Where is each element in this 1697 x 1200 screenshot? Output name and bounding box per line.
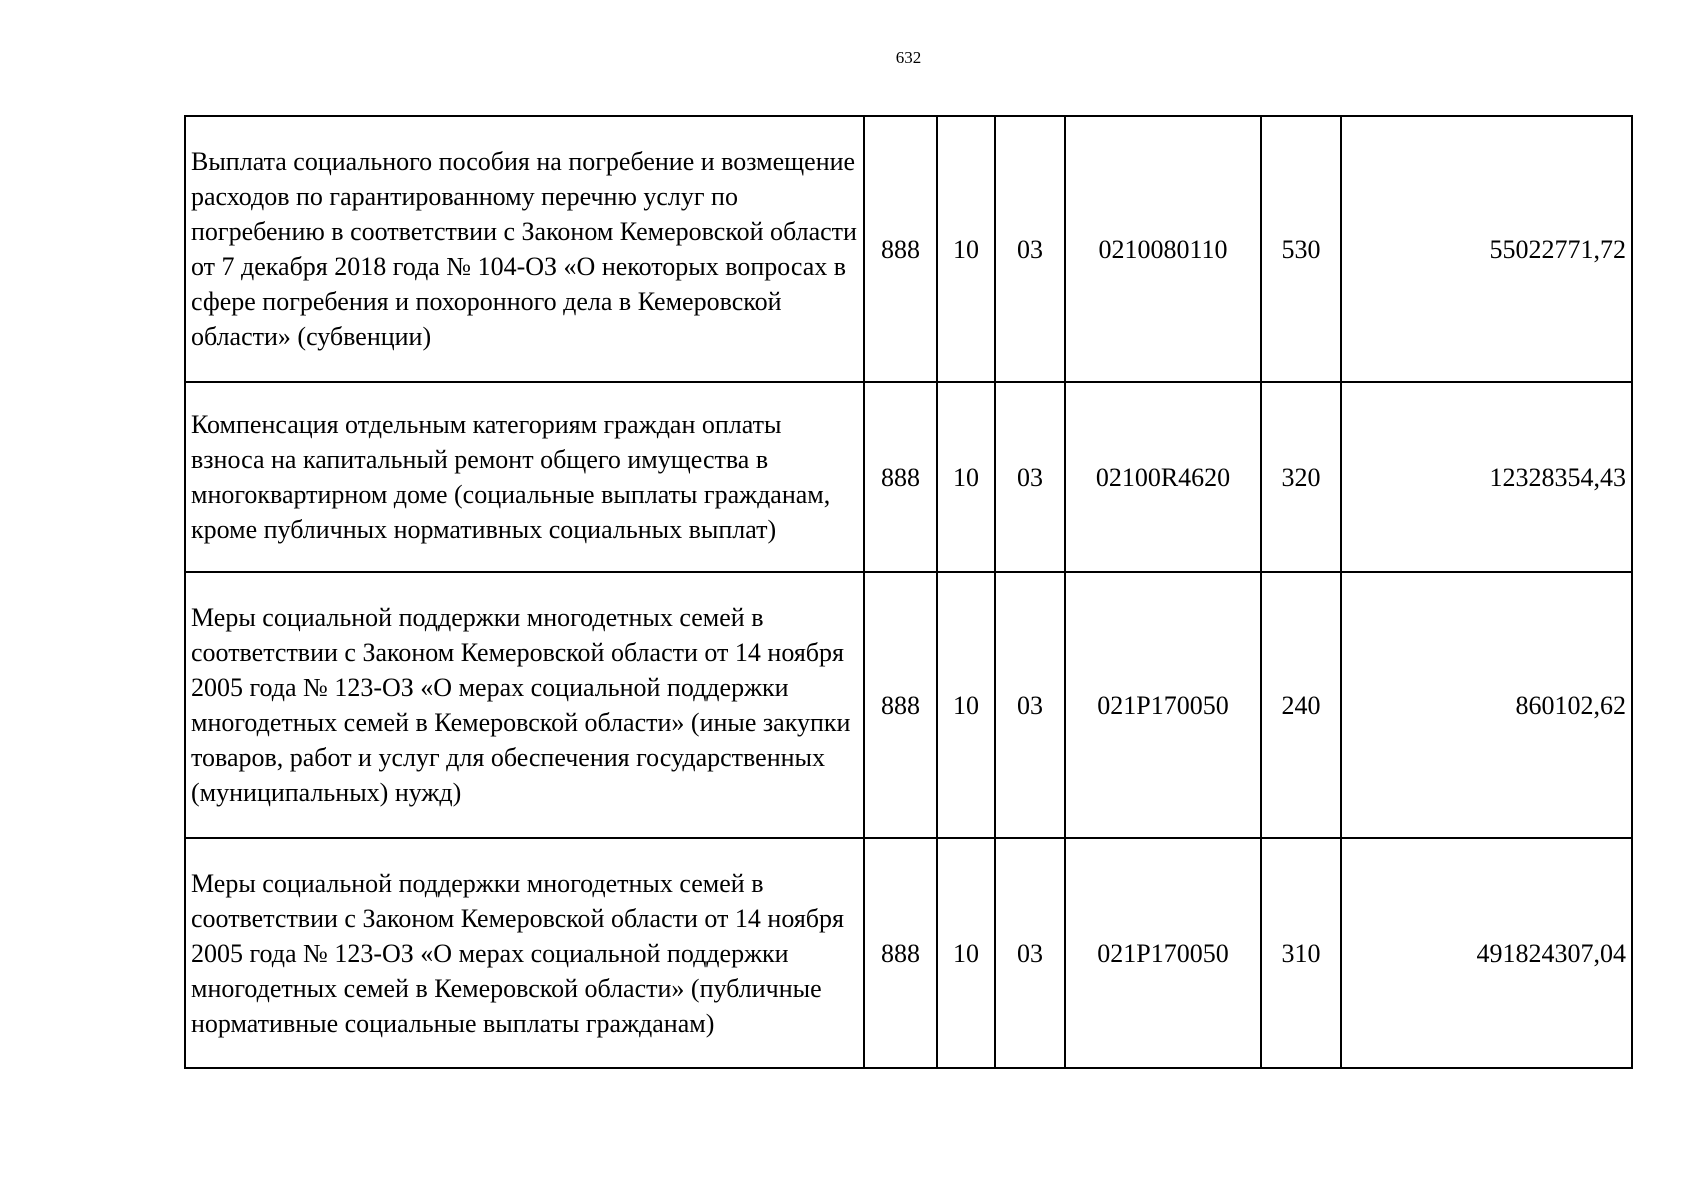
ministry-code: 888 (864, 572, 937, 838)
section-code: 10 (937, 382, 995, 572)
subsection-code: 03 (995, 838, 1065, 1068)
table-row (185, 382, 1632, 572)
budget-table (184, 115, 1633, 1069)
target-article-code: 021P170050 (1065, 572, 1261, 838)
amount-value: 491824307,04 (1341, 838, 1632, 1068)
target-article-code: 02100R4620 (1065, 382, 1261, 572)
row-description: Компенсация отдельным категориям граждан оплаты взноса на капитальный ремонт общего имущества в многоквартирном доме (социальные выплаты гражданам, кроме публичных нормативных социальных выплат) (185, 382, 864, 572)
table-row (185, 838, 1632, 1068)
target-article-code: 0210080110 (1065, 116, 1261, 382)
ministry-code: 888 (864, 382, 937, 572)
amount-value: 860102,62 (1341, 572, 1632, 838)
section-code: 10 (937, 838, 995, 1068)
table-row (185, 116, 1632, 382)
ministry-code: 888 (864, 838, 937, 1068)
amount-value: 55022771,72 (1341, 116, 1632, 382)
expense-type-code: 530 (1261, 116, 1341, 382)
expense-type-code: 320 (1261, 382, 1341, 572)
target-article-code: 021P170050 (1065, 838, 1261, 1068)
subsection-code: 03 (995, 382, 1065, 572)
expense-type-code: 240 (1261, 572, 1341, 838)
expense-type-code: 310 (1261, 838, 1341, 1068)
row-description: Меры социальной поддержки многодетных семей в соответствии с Законом Кемеровской области от 14 ноября 2005 года № 123-ОЗ «О мерах социальной поддержки многодетных семей в Кемеровской области» (публичные нормативные социальные выплаты гражданам) (185, 838, 864, 1068)
row-description: Выплата социального пособия на погребение и возмещение расходов по гарантированному перечню услуг по погребению в соответствии с Законом Кемеровской области от 7 декабря 2018 года № 104-ОЗ «О некоторых вопросах в сфере погребения и похоронного дела в Кемеровской области» (субвенции) (185, 116, 864, 382)
subsection-code: 03 (995, 116, 1065, 382)
table-row (185, 572, 1632, 838)
amount-value: 12328354,43 (1341, 382, 1632, 572)
section-code: 10 (937, 116, 995, 382)
ministry-code: 888 (864, 116, 937, 382)
subsection-code: 03 (995, 572, 1065, 838)
page-number: 632 (895, 48, 922, 67)
section-code: 10 (937, 572, 995, 838)
row-description: Меры социальной поддержки многодетных семей в соответствии с Законом Кемеровской области от 14 ноября 2005 года № 123-ОЗ «О мерах социальной поддержки многодетных семей в Кемеровской области» (иные закупки товаров, работ и услуг для обеспечения государственных (муниципальных) нужд) (185, 572, 864, 838)
